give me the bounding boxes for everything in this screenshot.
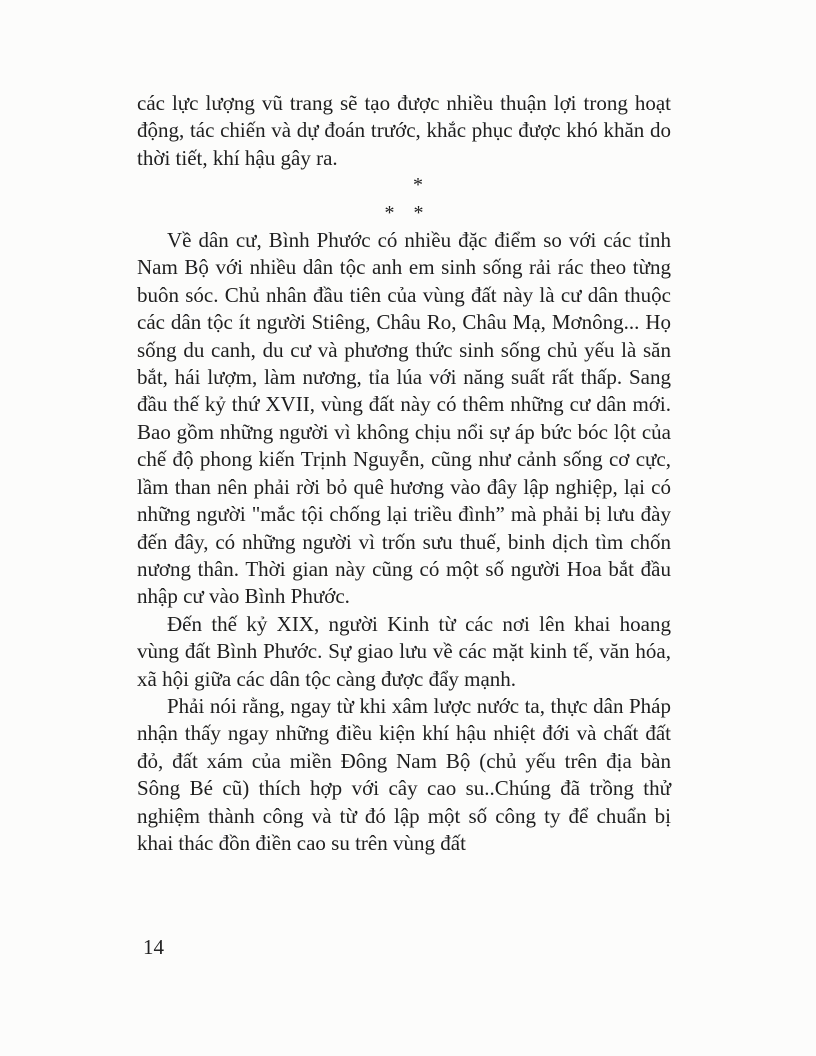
body-paragraph-continuation: các lực lượng vũ trang sẽ tạo được nhiều thuận lợi trong hoạt động, tác chiến và dự đoán trước, khắc phục được khó khăn do thời tiết, khí hậu gây ra. xyxy=(137,91,671,170)
section-separator xyxy=(137,172,671,227)
text-block xyxy=(137,90,671,857)
body-paragraph: Phải nói rằng, ngay từ khi xâm lược nước ta, thực dân Pháp nhận thấy ngay những điều kiện khí hậu nhiệt đới và chất đất đỏ, đất xám của miền Đông Nam Bộ (chủ yếu trên địa bàn Sông Bé cũ) thích hợp với cây cao su..Chúng đã trồng thử nghiệm thành công và từ đó lập một số công ty để chuẩn bị khai thác đồn điền cao su trên vùng đất xyxy=(137,693,671,855)
separator-stars-bottom: * * xyxy=(384,201,424,224)
page-number: 14 xyxy=(143,935,164,959)
body-paragraph: Đến thế kỷ XIX, người Kinh từ các nơi lên khai hoang vùng đất Bình Phước. Sự giao lưu về các mặt kinh tế, văn hóa, xã hội giữa các dân tộc càng được đẩy mạnh. xyxy=(137,611,671,691)
body-paragraph: Về dân cư, Bình Phước có nhiều đặc điểm so với các tỉnh Nam Bộ với nhiều dân tộc anh em sinh sống rải rác theo từng buôn sóc. Chủ nhân đầu tiên của vùng đất này là cư dân thuộc các dân tộc ít người Stiêng, Châu Ro, Châu Mạ, Mơnông... Họ sống du canh, du cư và phương thức sinh sống chủ yếu là săn bắt, hái lượm, làm nương, tỉa lúa với năng suất rất thấp. Sang đầu thế kỷ thứ XVII, vùng đất này có thêm những cư dân mới. Bao gồm những người vì không chịu nổi sự áp bức bóc lột của chế độ phong kiến Trịnh Nguyễn, cũng như cảnh sống cơ cực, lầm than nên phải rời bỏ quê hương vào đây lập nghiệp, lại có những người "mắc tội chống lại triều đình” mà phải bị lưu đày đến đây, có những người vì trốn sưu thuế, binh dịch tìm chốn nương thân. Thời gian này cũng có một số người Hoa bắt đầu nhập cư vào Bình Phước. xyxy=(137,228,671,609)
separator-star-top: * xyxy=(413,174,423,197)
